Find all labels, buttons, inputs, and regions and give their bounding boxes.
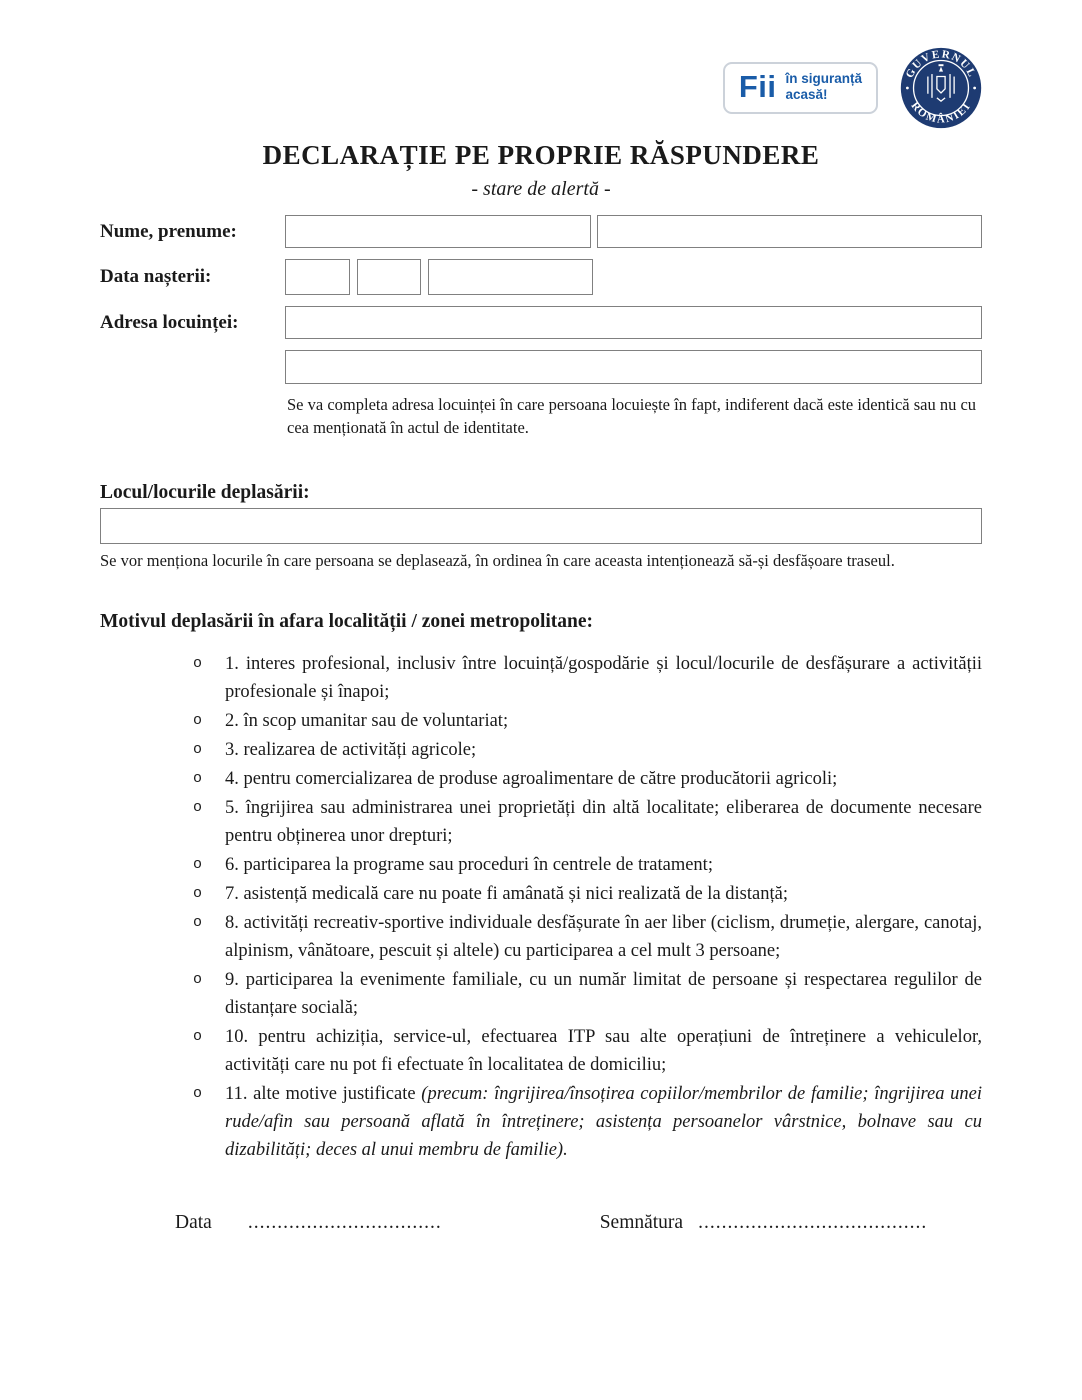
first-name-input[interactable] xyxy=(597,215,982,248)
address-note: Se va completa adresa locuinței în care persoana locuiește în fapt, indiferent dacă este identică sau nu cu cea menționată în actul de identitate. xyxy=(287,395,977,437)
travel-heading: Locul/locurile deplasării: xyxy=(100,481,310,503)
birth-day-input[interactable] xyxy=(285,259,350,295)
birth-month-input[interactable] xyxy=(357,259,421,295)
reason-item-7: o 7. asistență medicală care nu poate fi amânată și nici realizată de la distanță; xyxy=(193,880,982,908)
fii-logo-tagline: în siguranță acasă! xyxy=(785,71,862,102)
government-seal xyxy=(900,47,982,129)
fii-logo-word: Fii xyxy=(738,69,777,104)
reason-item-1: o 1. interes profesional, inclusiv între locuință/gospodărie și locul/locurile de desfășurare a activității profesionale și înapoi; xyxy=(193,650,982,706)
identity-section xyxy=(100,215,982,440)
reason-item-5: o 5. îngrijirea sau administrarea unei proprietăți din altă localitate; eliberarea de documente necesare pentru obținerea unor drepturi; xyxy=(193,794,982,850)
signature-row xyxy=(100,1212,982,1234)
reason-item-11: o 11. alte motive justificate (precum: îngrijirea/însoțirea copiilor/membrilor de familie; îngrijirea unei rude/afin sau persoană aflată în întreținere; asistența persoanelor vârstnice, bolnave sau cu dizabilități; deces al unui membru de familie). xyxy=(193,1080,982,1164)
reasons-heading: Motivul deplasării în afara localității / zonei metropolitane: xyxy=(100,610,594,632)
seal-text-top: GUVERNUL xyxy=(903,48,979,81)
circle-bullet-icon: o xyxy=(193,884,203,902)
reason-item-3: o 3. realizarea de activități agricole; xyxy=(193,736,982,764)
name-label: Nume, prenume: xyxy=(100,220,237,242)
date-label: Data xyxy=(175,1212,212,1233)
circle-bullet-icon: o xyxy=(193,654,203,672)
reason-item-2: o 2. în scop umanitar sau de voluntariat; xyxy=(193,707,982,735)
reasons-list xyxy=(100,650,982,1164)
circle-bullet-icon: o xyxy=(193,1084,203,1102)
reasons-section xyxy=(100,611,982,1164)
seal-text-bottom: ROMÂNIEI xyxy=(908,99,974,126)
circle-bullet-icon: o xyxy=(193,1027,203,1045)
circle-bullet-icon: o xyxy=(193,769,203,787)
signature-fill-line[interactable]: ....................................... xyxy=(698,1212,928,1233)
reason-item-4: o 4. pentru comercializarea de produse agroalimentare de către producătorii agricoli; xyxy=(193,765,982,793)
circle-bullet-icon: o xyxy=(193,855,203,873)
page-subtitle: - stare de alertă - xyxy=(471,178,611,200)
reason-item-9: o 9. participarea la evenimente familiale, cu un număr limitat de persoane și respectarea regulilor de distanțare socială; xyxy=(193,966,982,1022)
page-title: DECLARAȚIE PE PROPRIE RĂSPUNDERE xyxy=(262,140,820,170)
reason-item-6: o 6. participarea la programe sau proceduri în centrele de tratament; xyxy=(193,851,982,879)
travel-note: Se vor menționa locurile în care persoana se deplasează, în ordinea în care aceasta intenționează să-și desfășoare traseul. xyxy=(100,550,895,570)
signature-label: Semnătura xyxy=(599,1212,684,1233)
circle-bullet-icon: o xyxy=(193,970,203,988)
birthdate-label: Data nașterii: xyxy=(100,266,212,287)
name-row xyxy=(100,215,982,248)
address-line2-input[interactable] xyxy=(285,350,982,384)
circle-bullet-icon: o xyxy=(193,913,203,931)
circle-bullet-icon: o xyxy=(193,711,203,729)
fii-safety-logo xyxy=(723,62,878,114)
address-label: Adresa locuinței: xyxy=(100,311,239,333)
circle-bullet-icon: o xyxy=(193,740,203,758)
address-row-2 xyxy=(285,350,982,384)
birth-year-input[interactable] xyxy=(428,259,593,295)
last-name-input[interactable] xyxy=(285,215,591,248)
date-fill-line[interactable]: ................................. xyxy=(247,1212,442,1233)
address-row xyxy=(100,306,982,339)
reason-item-10: o 10. pentru achiziția, service-ul, efectuarea ITP sau alte operațiuni de întreținere a vehiculelor, activități care nu pot fi efectuate în localitatea de domiciliu; xyxy=(193,1023,982,1079)
birthdate-row xyxy=(100,259,982,295)
travel-section xyxy=(100,482,982,571)
header xyxy=(100,47,982,129)
address-line1-input[interactable] xyxy=(285,306,982,339)
travel-locations-input[interactable] xyxy=(100,508,982,544)
circle-bullet-icon: o xyxy=(193,798,203,816)
reason-item-8: o 8. activități recreativ-sportive individuale desfășurate în aer liber (ciclism, drumeție, alergare, canotaj, alpinism, vânătoare, pescuit și altele) cu participarea a cel mult 3 persoane; xyxy=(193,909,982,965)
